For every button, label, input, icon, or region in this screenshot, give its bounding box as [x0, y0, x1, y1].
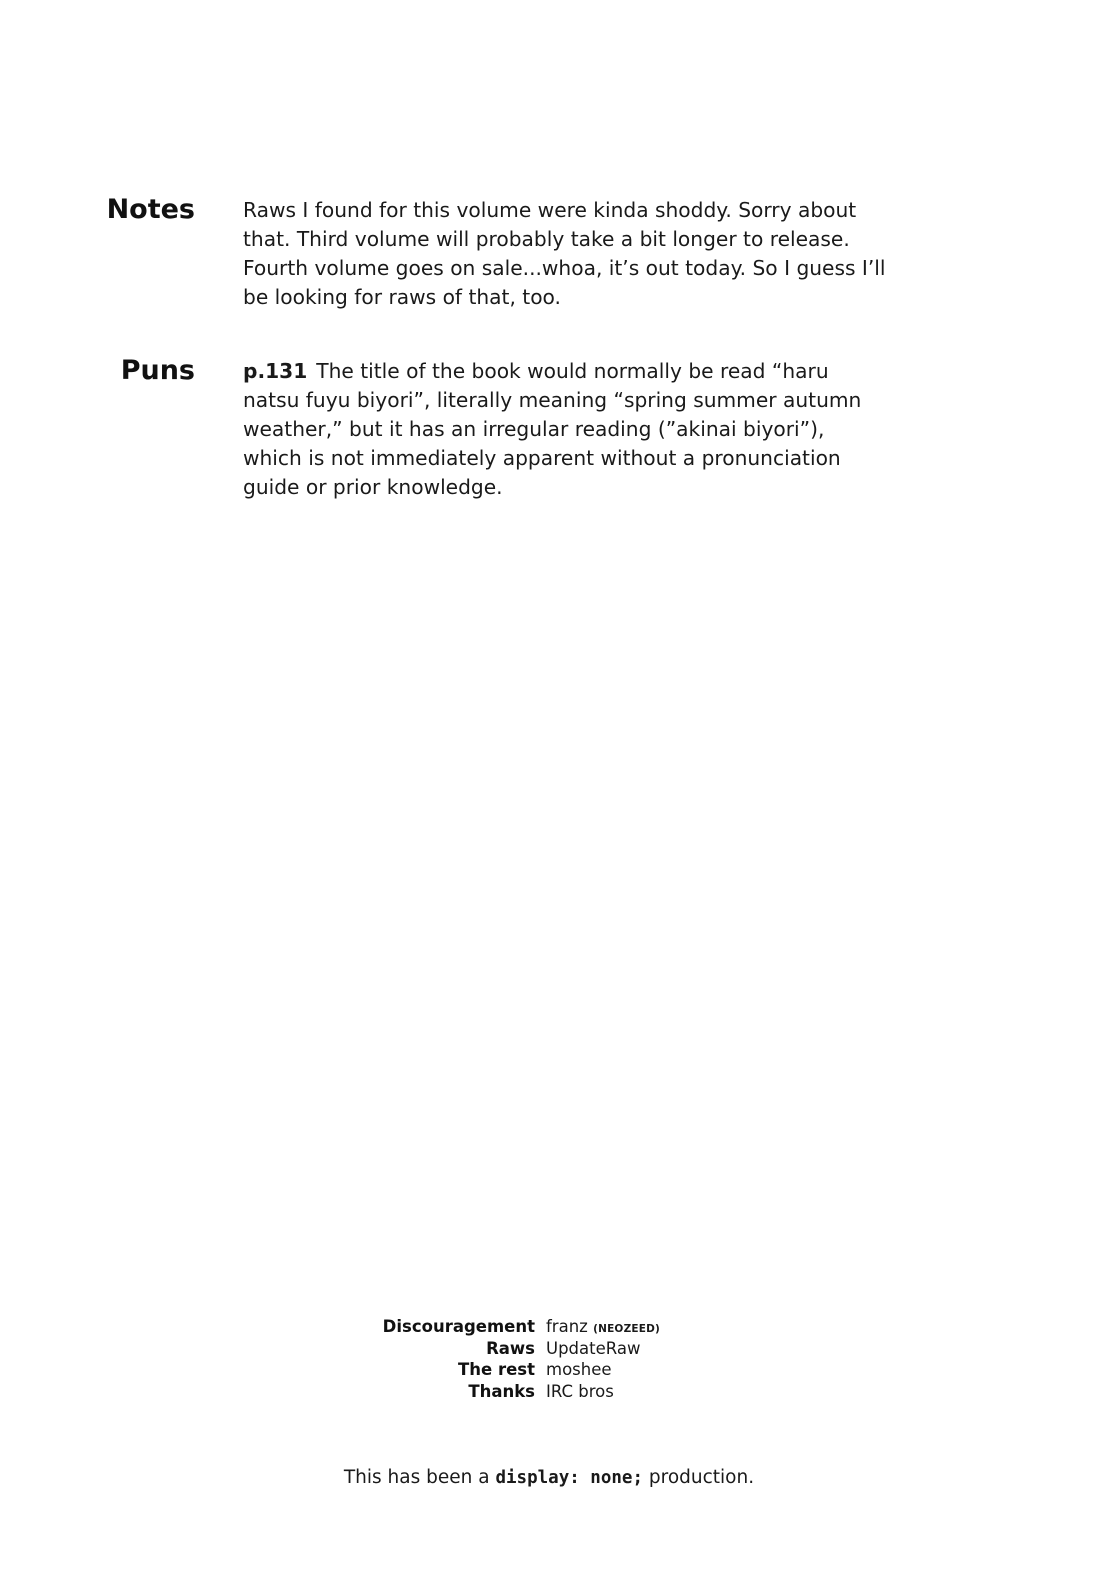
pun-entry	[243, 357, 888, 502]
credit-row-the-rest	[0, 1359, 1098, 1381]
footer-code: display: none;	[495, 1468, 643, 1488]
production-footer	[0, 1465, 1098, 1491]
footer-prefix: This has been a	[343, 1467, 490, 1488]
credit-name: IRC bros	[546, 1381, 614, 1401]
credit-role: The rest	[458, 1360, 535, 1379]
credit-name: moshee	[546, 1360, 612, 1379]
credit-handle: (NEOZEED)	[593, 1323, 661, 1335]
pun-page-ref: p.131	[243, 359, 308, 383]
credit-row-discouragement	[0, 1316, 1098, 1338]
footer-suffix: production.	[648, 1467, 755, 1488]
notes-heading: Notes	[106, 194, 195, 225]
credits-list	[0, 1316, 1098, 1402]
credit-row-thanks	[0, 1381, 1098, 1403]
puns-heading: Puns	[120, 355, 195, 386]
pun-text: The title of the book would normally be read “haru natsu fuyu biyori”, literally meaning “spring summer autumn weather,” but it has an irregular reading (”akinai biyori”), which is not immediately apparent without a pronunciation guide or prior knowledge.	[243, 359, 862, 499]
notes-body: Raws I found for this volume were kinda shoddy. Sorry about that. Third volume will probably take a bit longer to release. Fourth volume goes on sale...whoa, it’s out today. So I guess I’ll be looking for raws of that, too.	[243, 198, 886, 309]
credit-role: Raws	[486, 1338, 535, 1358]
credit-row-raws	[0, 1338, 1098, 1360]
credit-name: UpdateRaw	[546, 1338, 641, 1358]
credit-role: Discouragement	[382, 1317, 535, 1336]
credit-name-text: franz	[546, 1317, 588, 1336]
credit-role: Thanks	[468, 1381, 535, 1401]
